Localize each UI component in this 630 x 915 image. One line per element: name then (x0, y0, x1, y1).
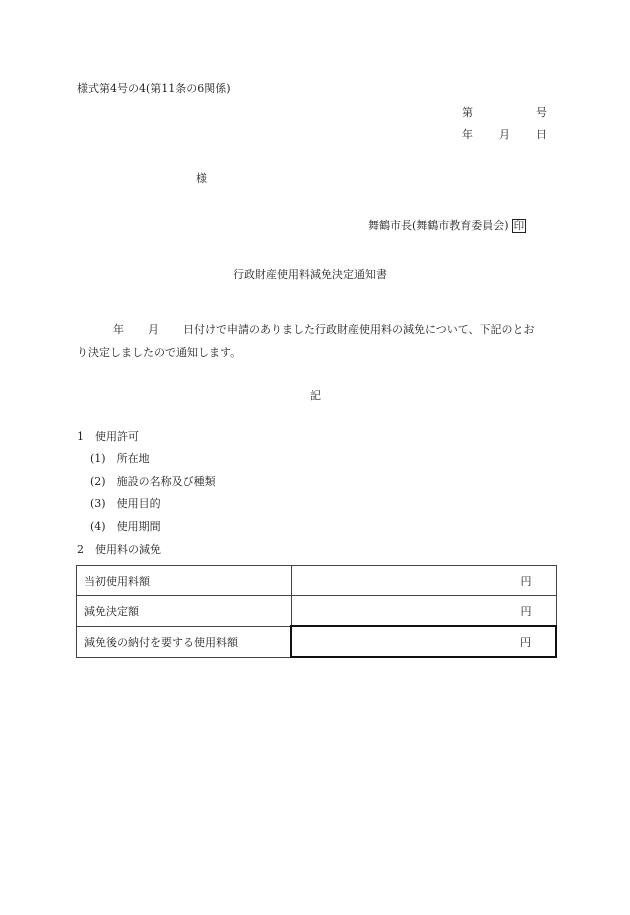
table-row-label: 当初使用料額 (77, 566, 292, 596)
amount-cell: 円 (291, 566, 556, 596)
body-month: 月 (148, 323, 159, 336)
table-row-label: 減免後の納付を要する使用料額 (77, 626, 292, 657)
section1-item: (1) 所在地 (90, 452, 150, 465)
date-day: 日 (536, 128, 547, 141)
sender-line (368, 219, 526, 233)
section2-heading: 2 使用料の減免 (77, 543, 161, 556)
date-month: 月 (499, 128, 510, 141)
amount-cell: 円 (291, 626, 556, 657)
section1-item: (2) 施設の名称及び種類 (90, 475, 216, 488)
table-row (77, 626, 557, 657)
doc-number-dai: 第 (462, 106, 473, 119)
addressee-suffix: 様 (196, 172, 207, 185)
fee-reduction-table (76, 565, 557, 658)
doc-number-go: 号 (536, 106, 547, 119)
body-line2: り決定しましたので通知します。 (77, 346, 242, 359)
table-row (77, 566, 557, 596)
document-title: 行政財産使用料減免決定通知書 (233, 268, 387, 281)
section1-heading: 1 使用許可 (77, 430, 139, 443)
section1-item: (3) 使用目的 (90, 497, 161, 510)
sender: 舞鶴市長(舞鶴市教育委員会) (368, 219, 509, 232)
date-year: 年 (462, 128, 473, 141)
body-year: 年 (113, 323, 124, 336)
ki-heading: 記 (310, 389, 321, 402)
body-line1: 日付けで申請のありました行政財産使用料の減免について、下記のとお (183, 323, 535, 336)
table-row-label: 減免決定額 (77, 596, 292, 627)
amount-cell: 円 (291, 596, 556, 627)
seal-mark: 印 (513, 220, 525, 232)
section1-item: (4) 使用期間 (90, 520, 161, 533)
table-row (77, 596, 557, 627)
form-number: 様式第4号の4(第11条の6関係) (77, 82, 231, 95)
